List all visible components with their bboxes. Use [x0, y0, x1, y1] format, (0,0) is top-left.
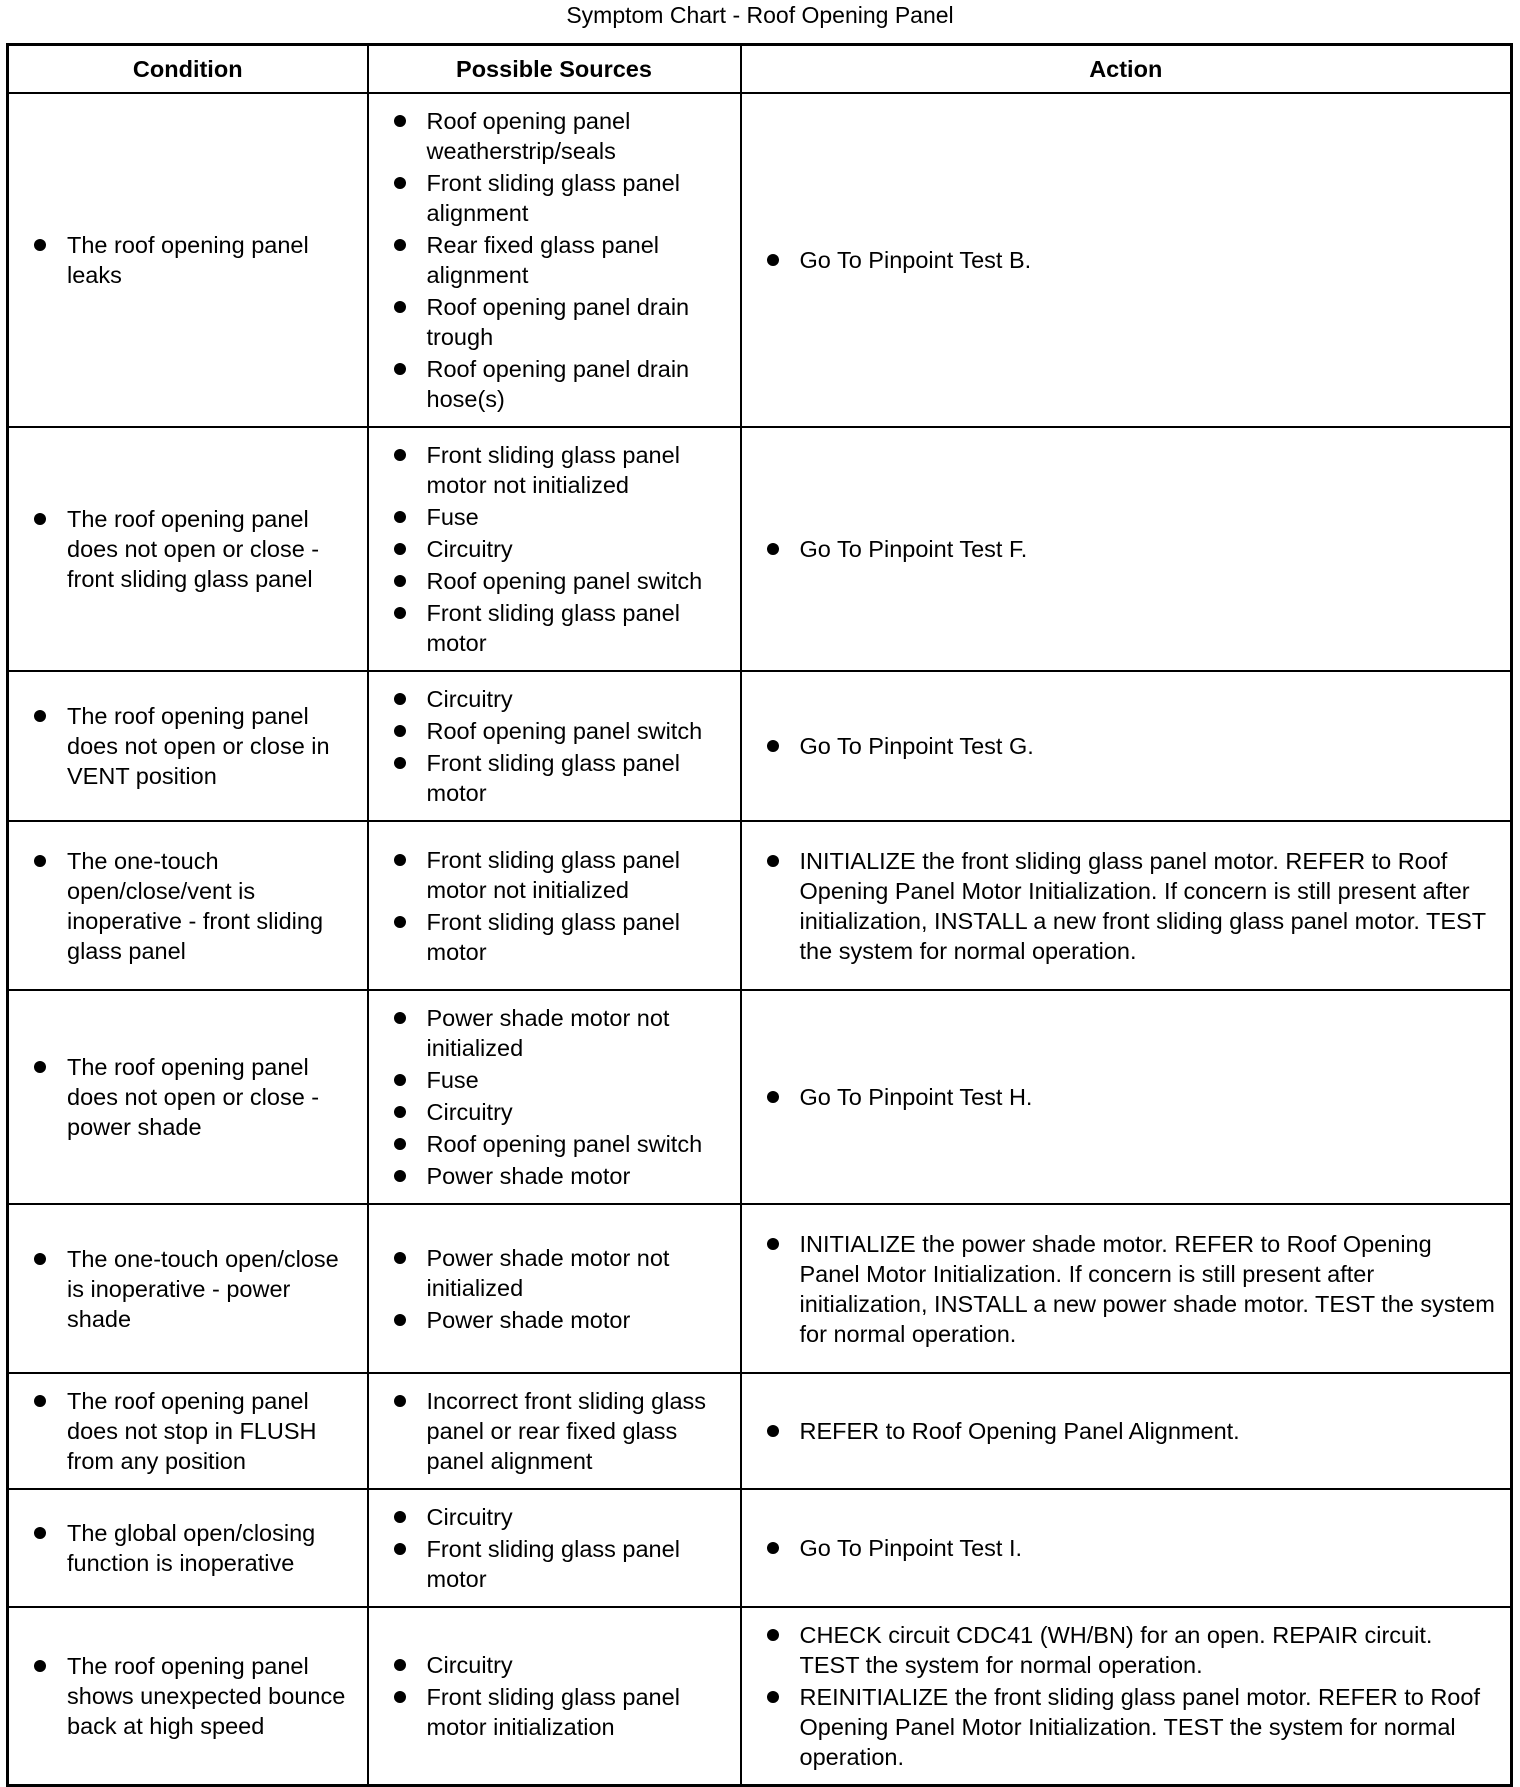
possible-sources-cell [368, 1373, 741, 1489]
action-item: CHECK circuit CDC41 (WH/BN) for an open. REPAIR circuit. TEST the system for normal operation. [766, 1620, 1499, 1680]
source-item: Power shade motor [393, 1161, 728, 1191]
possible-sources-cell [368, 1204, 741, 1373]
action-item: INITIALIZE the front sliding glass panel motor. REFER to Roof Opening Panel Motor Initialization. If concern is still present after initialization, INSTALL a new front sliding glass panel motor. TEST the system for normal operation. [766, 846, 1499, 966]
possible-sources-cell [368, 671, 741, 821]
table-row [8, 1373, 1512, 1489]
source-item: Fuse [393, 502, 728, 532]
chart-title: Symptom Chart - Roof Opening Panel [566, 2, 954, 28]
action-cell [741, 427, 1512, 671]
condition-cell [8, 990, 368, 1204]
table-row [8, 1489, 1512, 1607]
condition-cell [8, 1489, 368, 1607]
action-header: Action [741, 45, 1512, 94]
condition-text: The global open/closing function is inoperative [33, 1518, 355, 1578]
action-item: Go To Pinpoint Test B. [766, 245, 1499, 275]
source-item: Power shade motor not initialized [393, 1243, 728, 1303]
action-item: INITIALIZE the power shade motor. REFER to Roof Opening Panel Motor Initialization. If concern is still present after initialization, INSTALL a new power shade motor. TEST the system for normal operation. [766, 1229, 1499, 1349]
table-row [8, 1204, 1512, 1373]
condition-cell [8, 821, 368, 990]
condition-cell [8, 427, 368, 671]
condition-text: The one-touch open/close is inoperative - power shade [33, 1244, 355, 1334]
action-cell [741, 93, 1512, 427]
source-item: Circuitry [393, 684, 728, 714]
possible-sources-cell [368, 990, 741, 1204]
table-row [8, 671, 1512, 821]
condition-header: Condition [8, 45, 368, 94]
possible-sources-cell [368, 1489, 741, 1607]
possible-sources-cell [368, 93, 741, 427]
action-cell [741, 821, 1512, 990]
action-item: Go To Pinpoint Test I. [766, 1533, 1499, 1563]
table-row [8, 427, 1512, 671]
source-item: Front sliding glass panel alignment [393, 168, 728, 228]
source-item: Circuitry [393, 1097, 728, 1127]
table-row [8, 93, 1512, 427]
source-item: Circuitry [393, 1502, 728, 1532]
source-item: Roof opening panel switch [393, 716, 728, 746]
source-item: Front sliding glass panel motor initialization [393, 1682, 728, 1742]
condition-cell [8, 1373, 368, 1489]
action-cell [741, 990, 1512, 1204]
source-item: Roof opening panel switch [393, 566, 728, 596]
table-body [8, 93, 1512, 1786]
source-item: Fuse [393, 1065, 728, 1095]
possible-sources-header: Possible Sources [368, 45, 741, 94]
source-item: Power shade motor not initialized [393, 1003, 728, 1063]
condition-text: The roof opening panel does not open or close - front sliding glass panel [33, 504, 355, 594]
source-item: Front sliding glass panel motor [393, 748, 728, 808]
table-row [8, 1607, 1512, 1786]
source-item: Rear fixed glass panel alignment [393, 230, 728, 290]
condition-text: The roof opening panel leaks [33, 230, 355, 290]
source-item: Circuitry [393, 534, 728, 564]
condition-text: The roof opening panel does not stop in FLUSH from any position [33, 1386, 355, 1476]
condition-cell [8, 671, 368, 821]
action-cell [741, 1204, 1512, 1373]
table-row [8, 990, 1512, 1204]
source-item: Circuitry [393, 1650, 728, 1680]
symptom-chart-table [6, 43, 1513, 1787]
source-item: Incorrect front sliding glass panel or rear fixed glass panel alignment [393, 1386, 728, 1476]
source-item: Front sliding glass panel motor [393, 1534, 728, 1594]
condition-cell [8, 1204, 368, 1373]
source-item: Front sliding glass panel motor [393, 598, 728, 658]
action-cell [741, 1489, 1512, 1607]
action-item: Go To Pinpoint Test F. [766, 534, 1499, 564]
action-item: REFER to Roof Opening Panel Alignment. [766, 1416, 1499, 1446]
action-item: Go To Pinpoint Test G. [766, 731, 1499, 761]
condition-cell [8, 93, 368, 427]
condition-text: The roof opening panel does not open or close - power shade [33, 1052, 355, 1142]
action-cell [741, 1373, 1512, 1489]
source-item: Roof opening panel weatherstrip/seals [393, 106, 728, 166]
condition-text: The roof opening panel shows unexpected bounce back at high speed [33, 1651, 355, 1741]
source-item: Roof opening panel switch [393, 1129, 728, 1159]
possible-sources-cell [368, 427, 741, 671]
condition-text: The roof opening panel does not open or close in VENT position [33, 701, 355, 791]
action-item: REINITIALIZE the front sliding glass panel motor. REFER to Roof Opening Panel Motor Initialization. TEST the system for normal operation. [766, 1682, 1499, 1772]
source-item: Roof opening panel drain hose(s) [393, 354, 728, 414]
source-item: Front sliding glass panel motor not initialized [393, 845, 728, 905]
condition-cell [8, 1607, 368, 1786]
table-row [8, 821, 1512, 990]
source-item: Front sliding glass panel motor [393, 907, 728, 967]
header-row [8, 45, 1512, 94]
possible-sources-cell [368, 821, 741, 990]
possible-sources-cell [368, 1607, 741, 1786]
action-cell [741, 1607, 1512, 1786]
source-item: Power shade motor [393, 1305, 728, 1335]
condition-text: The one-touch open/close/vent is inoperative - front sliding glass panel [33, 846, 355, 966]
action-item: Go To Pinpoint Test H. [766, 1082, 1499, 1112]
source-item: Front sliding glass panel motor not initialized [393, 440, 728, 500]
source-item: Roof opening panel drain trough [393, 292, 728, 352]
action-cell [741, 671, 1512, 821]
